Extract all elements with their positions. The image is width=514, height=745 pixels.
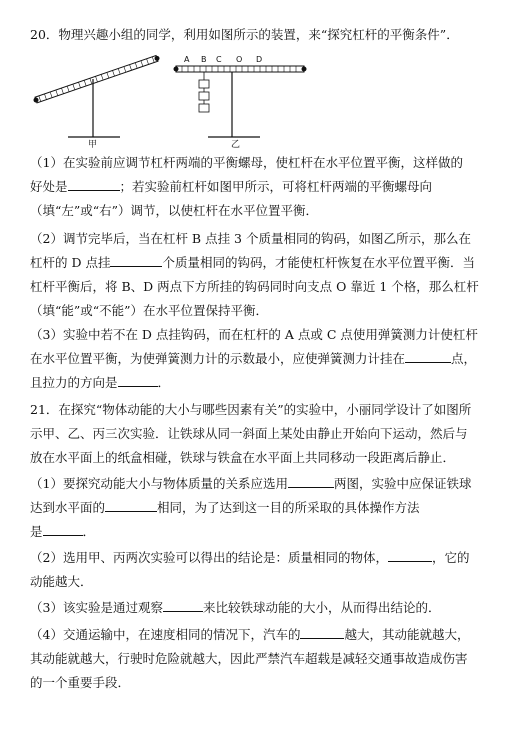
q21-p1-line2 bbox=[30, 500, 490, 516]
lever-label-d: D bbox=[256, 55, 263, 64]
answer-blank[interactable] bbox=[105, 500, 157, 512]
q21-p3-line1 bbox=[30, 600, 490, 616]
answer-blank[interactable] bbox=[405, 351, 451, 363]
lever-label-o: O bbox=[236, 55, 243, 64]
q20-p2-text: 杠杆的 D 点挂 bbox=[30, 255, 111, 270]
q21-stem-line3: 放在水平面上的纸盒相碰，铁球与铁盒在水平面上共同移动一段距离后静止． bbox=[30, 450, 456, 465]
lever-label-a: A bbox=[184, 55, 190, 64]
q21-p1-text: 是 bbox=[30, 524, 43, 539]
q20-p1-line2 bbox=[30, 179, 490, 195]
answer-blank[interactable] bbox=[110, 255, 162, 267]
q20-p3-text: ． bbox=[157, 375, 171, 390]
lever-label-c: C bbox=[216, 55, 222, 64]
q20-p1-text: 好处是 bbox=[30, 179, 68, 194]
q21-p1-text: 相同，为了达到这一目的所采取的具体操作方法 bbox=[157, 500, 420, 515]
q20-title: 20．物理兴趣小组的同学，利用如图所示的装置，来“探究杠杆的平衡条件”． bbox=[30, 27, 459, 42]
q20-p1-line3: （填“左”或“右”）调节，以使杠杆在水平位置平衡． bbox=[30, 203, 319, 218]
q20-p3-text: 且拉力的方向是 bbox=[30, 375, 118, 390]
figure-yi-level-lever bbox=[168, 52, 318, 147]
q21-p2-text: （2）选用甲、丙两次实验可以得出的结论是：质量相同的物体， bbox=[30, 550, 388, 565]
q21-p1-text: 两图，实验中应保证铁球 bbox=[333, 476, 472, 491]
q21-p4-line3: 的一个重要手段． bbox=[30, 675, 131, 690]
q21-p2-line1 bbox=[30, 550, 490, 566]
q21-p2-text: ，它的 bbox=[431, 550, 470, 565]
q21-p3-text: 来比较铁球动能的大小，从而得出结论的． bbox=[202, 600, 441, 615]
q21-p1-text: ． bbox=[82, 524, 96, 539]
figure-jia-caption: 甲 bbox=[88, 140, 98, 150]
q20-p2-line4: （填“能”或“不能”）在水平位置保持平衡． bbox=[30, 303, 269, 318]
q20-p3-text: 在水平位置平衡，为使弹簧测力计的示数最小，应使弹簧测力计挂在 bbox=[30, 351, 406, 366]
q21-p4-text: 越大，其动能就越大， bbox=[344, 627, 470, 642]
answer-blank[interactable] bbox=[163, 600, 203, 612]
q20-p3-line3 bbox=[30, 375, 490, 391]
q20-p2-line1: （2）调节完毕后，当在杠杆 B 点挂 3 个质量相同的钩码，如图乙所示，那么在 bbox=[30, 231, 471, 246]
q20-p3-line1: （3）实验中若不在 D 点挂钩码，而在杠杆的 A 点或 C 点使用弹簧测力计使杠杆 bbox=[30, 327, 478, 342]
figure-jia-tilted-lever bbox=[28, 52, 168, 147]
q20-p3-text: 点， bbox=[451, 351, 477, 366]
q21-p4-line1 bbox=[30, 627, 490, 643]
q21-p4-text: （4）交通运输中，在速度相同的情况下，汽车的 bbox=[30, 627, 301, 642]
answer-blank[interactable] bbox=[300, 627, 344, 639]
q21-p1-text: 达到水平面的 bbox=[30, 500, 106, 515]
answer-blank[interactable] bbox=[43, 524, 83, 536]
q20-p2-line2 bbox=[30, 255, 490, 271]
q20-p1-line1: （1）在实验前应调节杠杆两端的平衡螺母，使杠杆在水平位置平衡，这样做的 bbox=[30, 155, 463, 170]
lever-label-b: B bbox=[201, 55, 207, 64]
q21-p1-line1 bbox=[30, 476, 490, 492]
figure-yi-caption: 乙 bbox=[231, 140, 241, 150]
q21-p1-text: （1）要探究动能大小与物体质量的关系应选用 bbox=[30, 476, 288, 491]
q20-p1-text: ；若实验前杠杆如图甲所示，可将杠杆两端的平衡螺母向 bbox=[119, 179, 433, 194]
q21-p4-line2: 其动能就越大，行驶时危险就越大，因此严禁汽车超载是减轻交通事故造成伤害 bbox=[30, 651, 468, 666]
answer-blank[interactable] bbox=[118, 375, 158, 387]
answer-blank[interactable] bbox=[68, 179, 120, 191]
answer-blank[interactable] bbox=[388, 550, 432, 562]
q21-stem-line1: 21．在探究“物体动能的大小与哪些因素有关”的实验中，小丽同学设计了如图所 bbox=[30, 402, 472, 417]
q20-p2-text: 个质量相同的钩码，才能使杠杆恢复在水平位置平衡．当 bbox=[162, 255, 475, 270]
q21-p3-text: （3）该实验是通过观察 bbox=[30, 600, 163, 615]
q21-p1-line3 bbox=[30, 524, 490, 540]
q21-stem-line2: 示甲、乙、丙三次实验．让铁球从同一斜面上某处由静止开始向下运动，然后与 bbox=[30, 426, 468, 441]
q20-p3-line2 bbox=[30, 351, 490, 367]
q20-p2-line3: 杠杆平衡后，将 B、D 两点下方所挂的钩码同时向支点 O 靠近 1 个格，那么杠杆 bbox=[30, 279, 479, 294]
answer-blank[interactable] bbox=[288, 476, 334, 488]
q21-p2-line2: 动能越大． bbox=[30, 574, 93, 589]
